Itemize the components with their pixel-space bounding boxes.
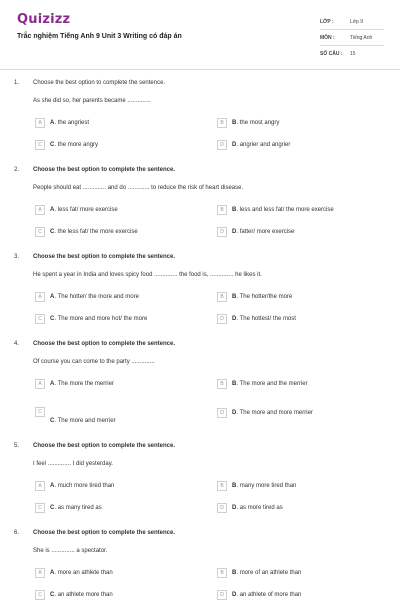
option-letter: D <box>232 228 237 235</box>
option-letter: B <box>232 119 237 126</box>
option-text: B. the most angry <box>232 119 280 126</box>
option-label: many more tired than <box>239 482 297 489</box>
option-letter: A <box>50 119 55 126</box>
question-number: 3. <box>14 254 20 260</box>
option-checkbox[interactable]: B <box>217 481 227 491</box>
option-label: The hottest/ the most <box>239 315 296 322</box>
option-text: C. as many tired as <box>50 504 102 511</box>
option-label: less and less fat/ the more exercise <box>239 206 334 213</box>
option-checkbox[interactable]: A <box>35 118 45 128</box>
option-letter: D <box>232 591 237 598</box>
option-checkbox[interactable]: D <box>217 140 227 150</box>
option-checkbox[interactable]: C <box>35 227 45 237</box>
option-label: fatter/ more exercise <box>239 228 295 235</box>
meta-label: SỐ CÂU : <box>320 51 343 57</box>
question-number: 4. <box>14 341 20 347</box>
option-b[interactable] <box>217 117 279 128</box>
option-checkbox[interactable]: C <box>35 314 45 324</box>
option-checkbox[interactable]: D <box>217 408 227 418</box>
option-checkbox[interactable]: B <box>217 118 227 128</box>
question-number: 6. <box>14 530 20 536</box>
option-b[interactable] <box>217 567 301 578</box>
option-letter: B <box>232 482 237 489</box>
option-letter: A <box>50 293 55 300</box>
option-checkbox[interactable]: B <box>217 292 227 302</box>
option-text: B. The hotter/the more <box>232 293 293 300</box>
option-c[interactable] <box>35 502 102 513</box>
option-text: C. The more and more hot/ the more <box>50 315 148 322</box>
option-label: more an athlete than <box>57 569 113 576</box>
option-a[interactable] <box>35 291 139 302</box>
option-checkbox[interactable]: A <box>35 568 45 578</box>
option-a[interactable] <box>35 378 114 389</box>
meta-table <box>320 14 384 62</box>
option-checkbox[interactable]: C <box>35 590 45 600</box>
option-text: D. The more and more merrier <box>232 409 313 416</box>
option-letter: B <box>232 206 237 213</box>
option-d[interactable] <box>217 502 283 513</box>
option-text: D. fatter/ more exercise <box>232 228 295 235</box>
option-d[interactable] <box>217 407 313 418</box>
option-letter: A <box>50 206 55 213</box>
option-b[interactable] <box>217 480 296 491</box>
option-d[interactable] <box>217 139 290 150</box>
option-label: the most angry <box>239 119 280 126</box>
option-text: C. an athlete more than <box>50 591 113 598</box>
option-c[interactable] <box>35 589 113 600</box>
option-checkbox[interactable]: D <box>217 590 227 600</box>
meta-value: Lớp 9 <box>350 18 364 25</box>
option-checkbox[interactable]: B <box>217 568 227 578</box>
option-label: as more tired as <box>239 504 283 511</box>
option-label: The more and more merrier <box>239 409 313 416</box>
question-sentence: I feel .............. I did yesterday. <box>33 461 113 467</box>
option-letter: D <box>232 141 237 148</box>
option-label: the angriest <box>57 119 90 126</box>
option-a[interactable] <box>35 567 113 578</box>
option-checkbox[interactable]: D <box>217 227 227 237</box>
option-b[interactable] <box>217 204 334 215</box>
option-text: D. angrier and angrier <box>232 141 291 148</box>
option-label: the less fat/ the more exercise <box>57 228 138 235</box>
option-label: an athlete more than <box>57 591 113 598</box>
option-letter: C <box>50 141 55 148</box>
worksheet-header <box>0 0 400 70</box>
option-text: C. the less fat/ the more exercise <box>50 228 138 235</box>
option-label: The more and merrier <box>57 418 116 424</box>
option-a[interactable] <box>35 204 118 215</box>
option-text: B. many more tired than <box>232 482 297 489</box>
option-c-checkbox[interactable]: C <box>35 407 45 417</box>
option-a[interactable] <box>35 117 89 128</box>
question-number: 1. <box>14 80 20 86</box>
option-letter: C <box>50 591 55 598</box>
option-letter: D <box>232 409 237 416</box>
option-letter: C <box>50 504 55 511</box>
meta-value: 15 <box>350 51 356 57</box>
question-prompt: Choose the best option to complete the sentence. <box>33 341 176 347</box>
option-checkbox[interactable]: A <box>35 379 45 389</box>
option-letter: C <box>50 418 55 424</box>
option-label: The hotter/ the more and more <box>57 293 139 300</box>
meta-label: LỚP : <box>320 18 334 25</box>
option-checkbox[interactable]: A <box>35 481 45 491</box>
option-text: D. as more tired as <box>232 504 283 511</box>
option-c[interactable] <box>35 139 98 150</box>
option-label: much more tired than <box>57 482 115 489</box>
option-checkbox[interactable]: D <box>217 314 227 324</box>
option-c[interactable] <box>35 313 147 324</box>
question-prompt: Choose the best option to complete the sentence. <box>33 80 166 86</box>
question-prompt: Choose the best option to complete the sentence. <box>33 530 176 536</box>
option-letter: B <box>232 293 237 300</box>
option-label: The more and the merrier <box>239 380 308 387</box>
header-divider <box>0 69 400 70</box>
question-prompt: Choose the best option to complete the sentence. <box>33 167 176 173</box>
option-label: an athlete of more than <box>239 591 302 598</box>
question-sentence: He spent a year in India and loves spicy food .............. the food is, .............. he likes it. <box>33 272 262 278</box>
option-letter: C <box>50 315 55 322</box>
meta-value: Tiếng Anh <box>350 34 373 41</box>
option-text: B. The more and the merrier <box>232 380 308 387</box>
option-letter: A <box>50 482 55 489</box>
meta-row-subject <box>320 30 384 46</box>
option-checkbox[interactable]: B <box>217 379 227 389</box>
option-letter: B <box>232 569 237 576</box>
option-c-text[interactable]: C. The more and merrier <box>50 418 116 424</box>
option-label: The hotter/the more <box>239 293 293 300</box>
option-text: C. the more angry <box>50 141 99 148</box>
option-letter: A <box>50 380 55 387</box>
option-b[interactable] <box>217 291 292 302</box>
option-text: B. more of an athlete than <box>232 569 302 576</box>
option-checkbox[interactable]: C <box>35 503 45 513</box>
option-letter: C <box>50 228 55 235</box>
option-checkbox[interactable]: C <box>35 140 45 150</box>
option-d[interactable] <box>217 313 296 324</box>
question-number: 2. <box>14 167 20 173</box>
meta-label: MÔN : <box>320 34 335 41</box>
question-number: 5. <box>14 443 20 449</box>
option-text: A. The more the merrier <box>50 380 114 387</box>
meta-row-grade <box>320 14 384 30</box>
meta-row-count <box>320 46 384 62</box>
page-title: Trắc nghiệm Tiếng Anh 9 Unit 3 Writing có đáp án <box>17 33 182 40</box>
option-label: more of an athlete than <box>239 569 302 576</box>
option-text: A. much more tired than <box>50 482 115 489</box>
option-c[interactable] <box>35 226 138 237</box>
option-letter: D <box>232 315 237 322</box>
option-checkbox[interactable]: A <box>35 205 45 215</box>
question-sentence: People should eat .............. and do ............. to reduce the risk of heart disease. <box>33 185 244 191</box>
option-text: A. the angriest <box>50 119 90 126</box>
option-d[interactable] <box>217 589 301 600</box>
option-text: A. less fat/ more exercise <box>50 206 118 213</box>
option-label: The more the merrier <box>57 380 114 387</box>
option-letter: B <box>232 380 237 387</box>
question-sentence: She is .............. a spectator. <box>33 548 108 554</box>
option-label: less fat/ more exercise <box>57 206 118 213</box>
option-checkbox[interactable]: B <box>217 205 227 215</box>
option-text: A. The hotter/ the more and more <box>50 293 139 300</box>
option-a[interactable] <box>35 480 114 491</box>
option-d[interactable] <box>217 226 294 237</box>
option-b[interactable] <box>217 378 308 389</box>
question-prompt: Choose the best option to complete the sentence. <box>33 254 176 260</box>
option-checkbox[interactable]: D <box>217 503 227 513</box>
option-letter: D <box>232 504 237 511</box>
option-text: B. less and less fat/ the more exercise <box>232 206 334 213</box>
option-letter: A <box>50 569 55 576</box>
option-text: D. an athlete of more than <box>232 591 302 598</box>
option-checkbox[interactable]: A <box>35 292 45 302</box>
option-text: D. The hottest/ the most <box>232 315 296 322</box>
question-sentence: As she did so, her parents became .............. <box>33 98 151 104</box>
option-text: A. more an athlete than <box>50 569 113 576</box>
question-prompt: Choose the best option to complete the sentence. <box>33 443 176 449</box>
option-label: angrier and angrier <box>239 141 291 148</box>
option-label: the more angry <box>57 141 99 148</box>
option-label: as many tired as <box>57 504 102 511</box>
option-label: The more and more hot/ the more <box>57 315 148 322</box>
quizizz-logo: Quizizz <box>17 12 71 27</box>
question-sentence: Of course you can come to the party .............. <box>33 359 155 365</box>
